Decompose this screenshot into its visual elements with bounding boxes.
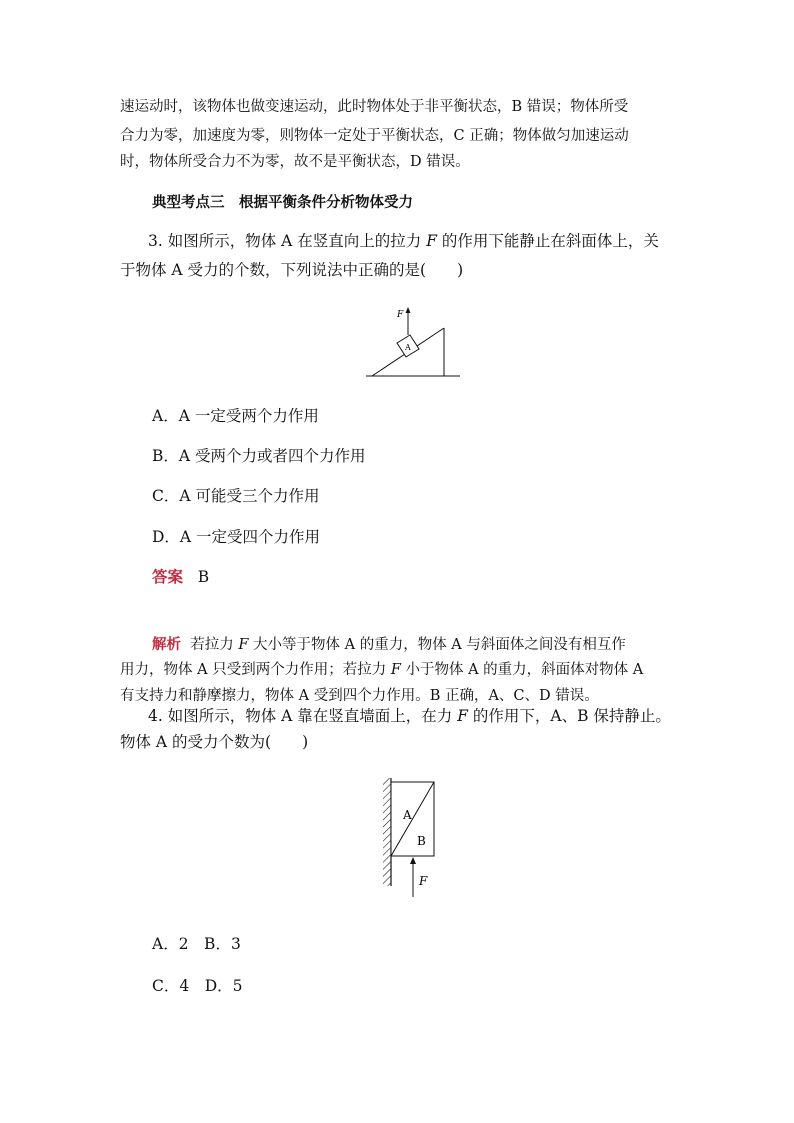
analysis-force-symbol-2: F (390, 662, 401, 678)
q3-option-c: C．A 可能受三个力作用 (152, 487, 320, 505)
q3-incline-figure (364, 298, 464, 382)
q3-figure-block-label: A (405, 343, 411, 352)
analysis-force-symbol-1: F (238, 637, 249, 653)
analysis-label: 解析 (152, 636, 181, 653)
q3-analysis-line-3: 有支持力和静摩擦力，物体 A 受到四个力作用。B 正确，A、C、D 错误。 (120, 688, 599, 704)
answer-value: B (197, 568, 210, 586)
q3-option-d: D．A 一定受四个力作用 (152, 528, 321, 546)
q4-figure-label-b: B (417, 834, 426, 848)
q3-stem-line-2: 于物体 A 受力的个数，下列说法中正确的是( ) (120, 261, 464, 279)
q3-figure-force-label: F (397, 310, 404, 320)
q4-force-arrow-head (410, 857, 416, 864)
q3-analysis-line-1 (152, 635, 626, 655)
section-title: 典型考点三 根据平衡条件分析物体受力 (152, 194, 413, 211)
q4-figure-label-a: A (403, 808, 412, 822)
analysis-text-1b: 大小等于物体 A 的重力，物体 A 与斜面体之间没有相互作 (248, 637, 626, 653)
q4-stem-text-a: 4. 如图所示，物体 A 靠在竖直墙面上，在力 (148, 707, 458, 725)
answer-label: 答案 (152, 567, 184, 586)
q4-wall-figure (374, 772, 452, 914)
prev-explanation-line-3: 时，物体所受合力不为零，故不是平衡状态，D 错误。 (120, 154, 470, 170)
q4-stem-line-1 (148, 705, 671, 727)
wall-hatching (383, 778, 391, 886)
analysis-text-2a: 用力，物体 A 只受到两个力作用；若拉力 (120, 662, 391, 678)
force-arrow-head (406, 307, 411, 313)
q4-stem-text-b: 的作用下，A、B 保持静止。 (467, 707, 671, 725)
q3-answer (152, 566, 209, 588)
analysis-text-2b: 小于物体 A 的重力，斜面体对物体 A (400, 662, 644, 678)
prev-explanation-line-2: 合力为零，加速度为零，则物体一定处于平衡状态，C 正确；物体做匀加速运动 (120, 128, 629, 144)
q3-option-b: B．A 受两个力或者四个力作用 (152, 447, 366, 465)
q4-force-symbol: F (457, 707, 468, 725)
q3-stem-line-1 (148, 230, 659, 252)
q4-figure-force-label: F (419, 874, 428, 888)
q3-force-symbol: F (426, 232, 437, 250)
q3-stem-text-b: 的作用下能静止在斜面体上，关 (436, 232, 659, 250)
q4-stem-line-2: 物体 A 的受力个数为( ) (120, 733, 309, 751)
q3-option-a: A．A 一定受两个力作用 (152, 407, 319, 425)
analysis-text-1a: 若拉力 (190, 637, 239, 653)
q4-options-row-2: C．4 D．5 (152, 977, 243, 995)
q3-analysis-line-2 (120, 660, 643, 680)
q4-options-row-1: A．2 B．3 (152, 935, 241, 953)
prev-explanation-line-1: 速运动时，该物体也做变速运动，此时物体处于非平衡状态，B 错误；物体所受 (120, 99, 629, 115)
q3-stem-text-a: 3. 如图所示，物体 A 在竖直向上的拉力 (148, 232, 427, 250)
